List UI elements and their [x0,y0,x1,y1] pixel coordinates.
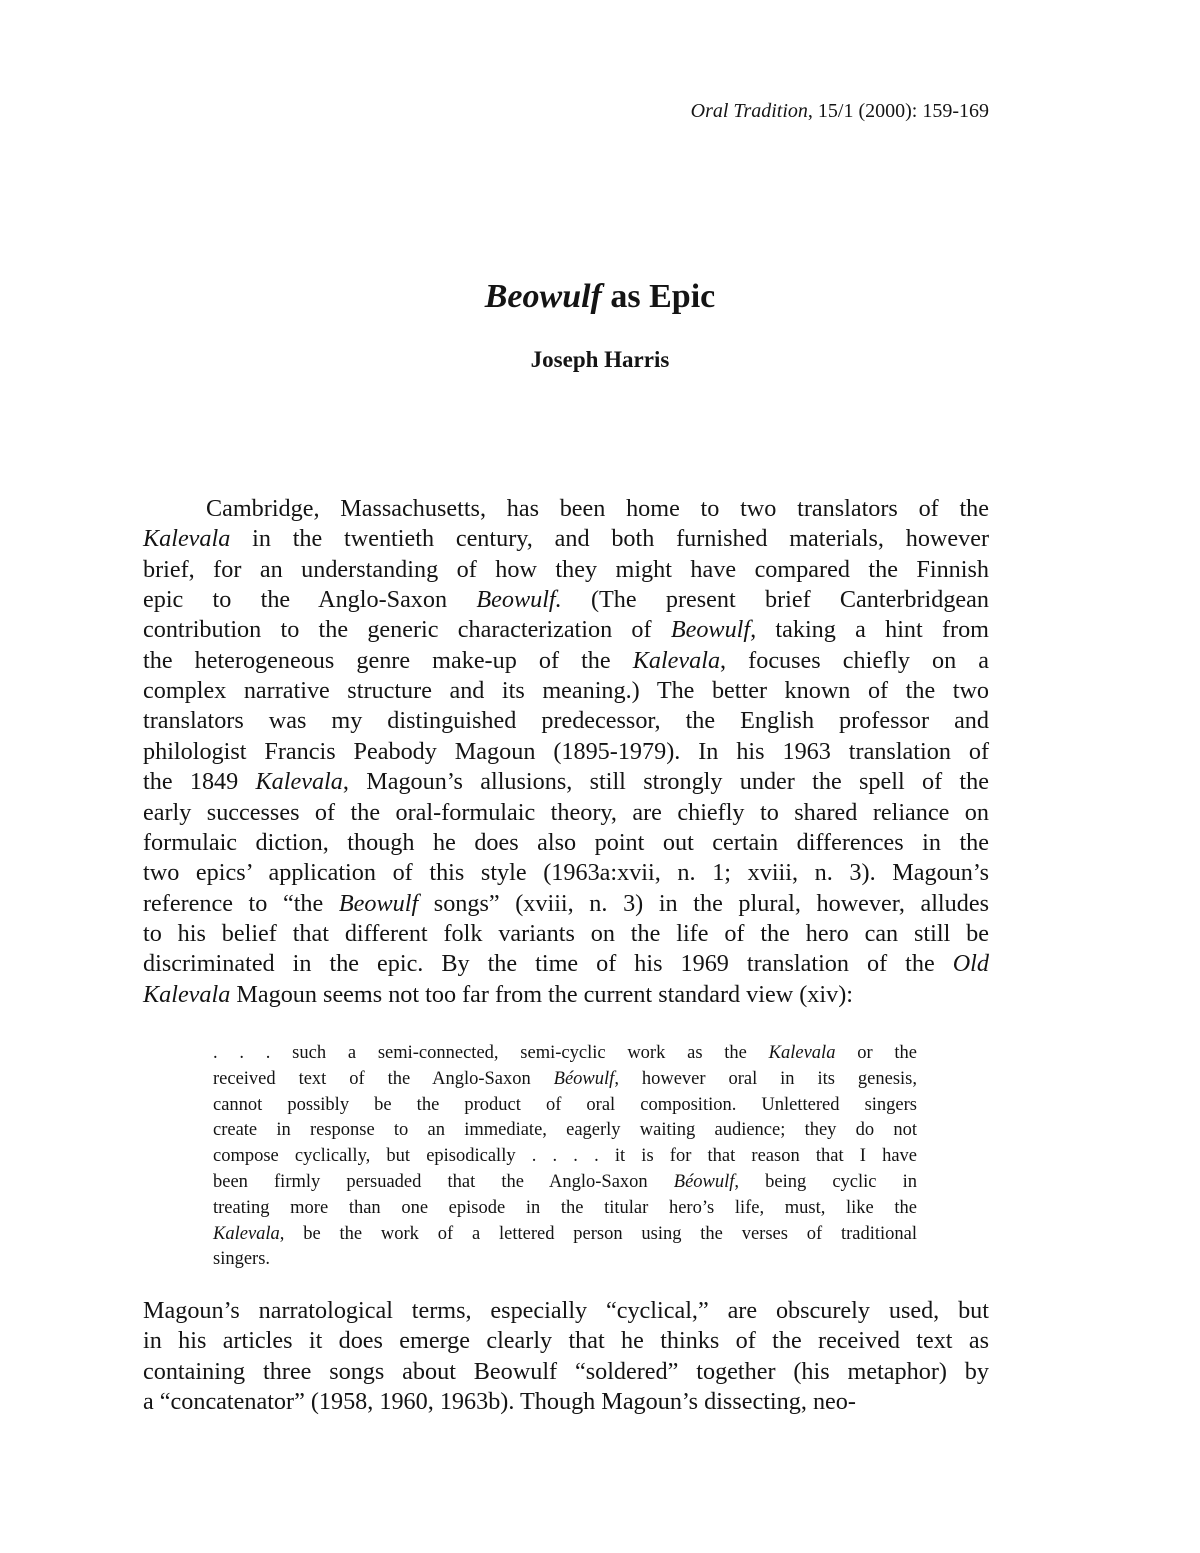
text-run: two epics’ application of this style (1963a:xvii, n. 1; xviii, n. 3). Magoun’s [143,859,989,887]
paragraph-line [143,828,989,858]
text-run: cannot possibly be the product of oral composition. Unlettered singers [213,1094,917,1115]
text-run: . . . such a semi-connected, semi-cyclic work as the [213,1043,769,1063]
text-run: epic to the Anglo-Saxon [143,586,477,614]
text-run: in his articles it does emerge clearly that he thinks of the received text as [143,1327,989,1355]
text-run: discriminated in the epic. By the time of his 1969 translation of the [143,950,953,978]
text-run: treating more than one episode in the titular hero’s life, must, like the [213,1197,917,1218]
paragraph-line [143,1326,989,1356]
block-quote-line [213,1066,917,1092]
paragraph-line [143,615,989,645]
text-run: contribution to the generic characterization of [143,616,671,644]
text-run: compose cyclically, but episodically . . . . it is for that reason that I have [213,1146,917,1167]
text-run: in the twentieth century, and both furnished materials, however [230,525,989,553]
text-run: been firmly persuaded that the Anglo-Saxon [213,1172,674,1192]
text-run: early successes of the oral-formulaic theory, are chiefly to shared reliance on [143,798,989,826]
paragraph-line [143,737,989,767]
running-header [691,100,989,123]
block-quote-line [213,1195,917,1221]
block-quote-line [213,1221,917,1247]
italic-text: Old [952,950,989,978]
text-run: singers. [213,1249,271,1270]
paragraph-line [143,1387,989,1417]
paragraph-line [143,555,989,585]
author-name: Joseph Harris [530,347,670,372]
paragraph-line [143,980,989,1010]
text-run: containing three songs about Beowulf “soldered” together (his metaphor) by [143,1357,989,1385]
italic-text: Béowulf [673,1172,735,1192]
text-run: the heterogeneous genre make-up of the [143,646,633,674]
text-run: or the [835,1043,917,1063]
italic-text: Beowulf. [476,586,562,614]
paragraph-line [143,919,989,949]
paragraph-line [143,1357,989,1387]
italic-text: Beowulf [338,889,419,917]
text-run: , be the work of a lettered person using the verses of traditional [279,1223,917,1244]
text-run: the 1849 [143,768,256,796]
text-run: , being cyclic in [734,1172,917,1192]
text-run: translators was my distinguished predecessor, the English professor and [143,707,989,735]
text-run: , focuses chiefly on a [720,646,989,674]
paragraph-line [143,706,989,736]
italic-text: Kalevala [143,980,231,1008]
paragraph-line [143,949,989,979]
block-quote-line [213,1040,917,1066]
text-run: (The present brief Canterbridgean [561,586,989,614]
paragraph-line [143,585,989,615]
text-run: brief, for an understanding of how they might have compared the Finnish [143,555,989,583]
block-quote-line [213,1143,917,1169]
text-run: reference to “the [143,889,339,917]
text-run: create in response to an immediate, eagerly waiting audience; they do not [213,1120,917,1141]
paragraph-line [143,767,989,797]
text-run: complex narrative structure and its meaning.) The better known of the two [143,677,989,705]
block-quote-line [213,1246,917,1272]
paragraph-line [143,646,989,676]
text-run: songs” (xviii, n. 3) in the plural, however, alludes [418,889,989,917]
text-run: , however oral in its genesis, [614,1068,917,1089]
text-run: , Magoun’s allusions, still strongly under the spell of the [342,768,989,796]
block-quote-line [213,1092,917,1118]
paragraph-line [143,524,989,554]
journal-citation: , 15/1 (2000): 159-169 [807,100,989,122]
text-run: Magoun’s narratological terms, especially “cyclical,” are obscurely used, but [143,1297,989,1324]
text-run: philologist Francis Peabody Magoun (1895-1979). In his 1963 translation of [143,737,989,765]
italic-text: Kalevala [255,768,343,796]
italic-text: Kalevala [632,646,721,674]
title-rest: as Epic [601,278,716,315]
text-run: Magoun seems not too far from the current standard view (xiv): [230,980,853,1008]
text-run: Cambridge, Massachusetts, has been home to two translators of the [206,495,989,522]
paragraph-line [206,494,989,524]
paragraph-line [143,858,989,888]
block-quote-line [213,1169,917,1195]
paragraph-line [143,676,989,706]
text-run: received text of the Anglo-Saxon [213,1068,554,1089]
italic-text: Kalevala [143,525,231,553]
text-run: to his belief that different folk variants on the life of the hero can still be [143,919,989,947]
paragraph-line [143,889,989,919]
text-run: a “concatenator” (1958, 1960, 1963b). Though Magoun’s dissecting, neo- [143,1388,856,1416]
article-title [0,278,1200,316]
paragraph-line [143,1296,989,1326]
text-run: formulaic diction, though he does also point out certain differences in the [143,828,989,856]
title-italic: Beowulf [484,278,602,315]
italic-text: Béowulf [553,1068,615,1089]
text-run: taking a hint from [756,616,989,644]
italic-text: Kalevala [213,1223,280,1244]
italic-text: Kalevala [768,1043,836,1063]
paragraph-line [143,798,989,828]
block-quote-line [213,1117,917,1143]
journal-name: Oral Tradition [690,100,808,122]
italic-text: Beowulf, [670,616,757,644]
